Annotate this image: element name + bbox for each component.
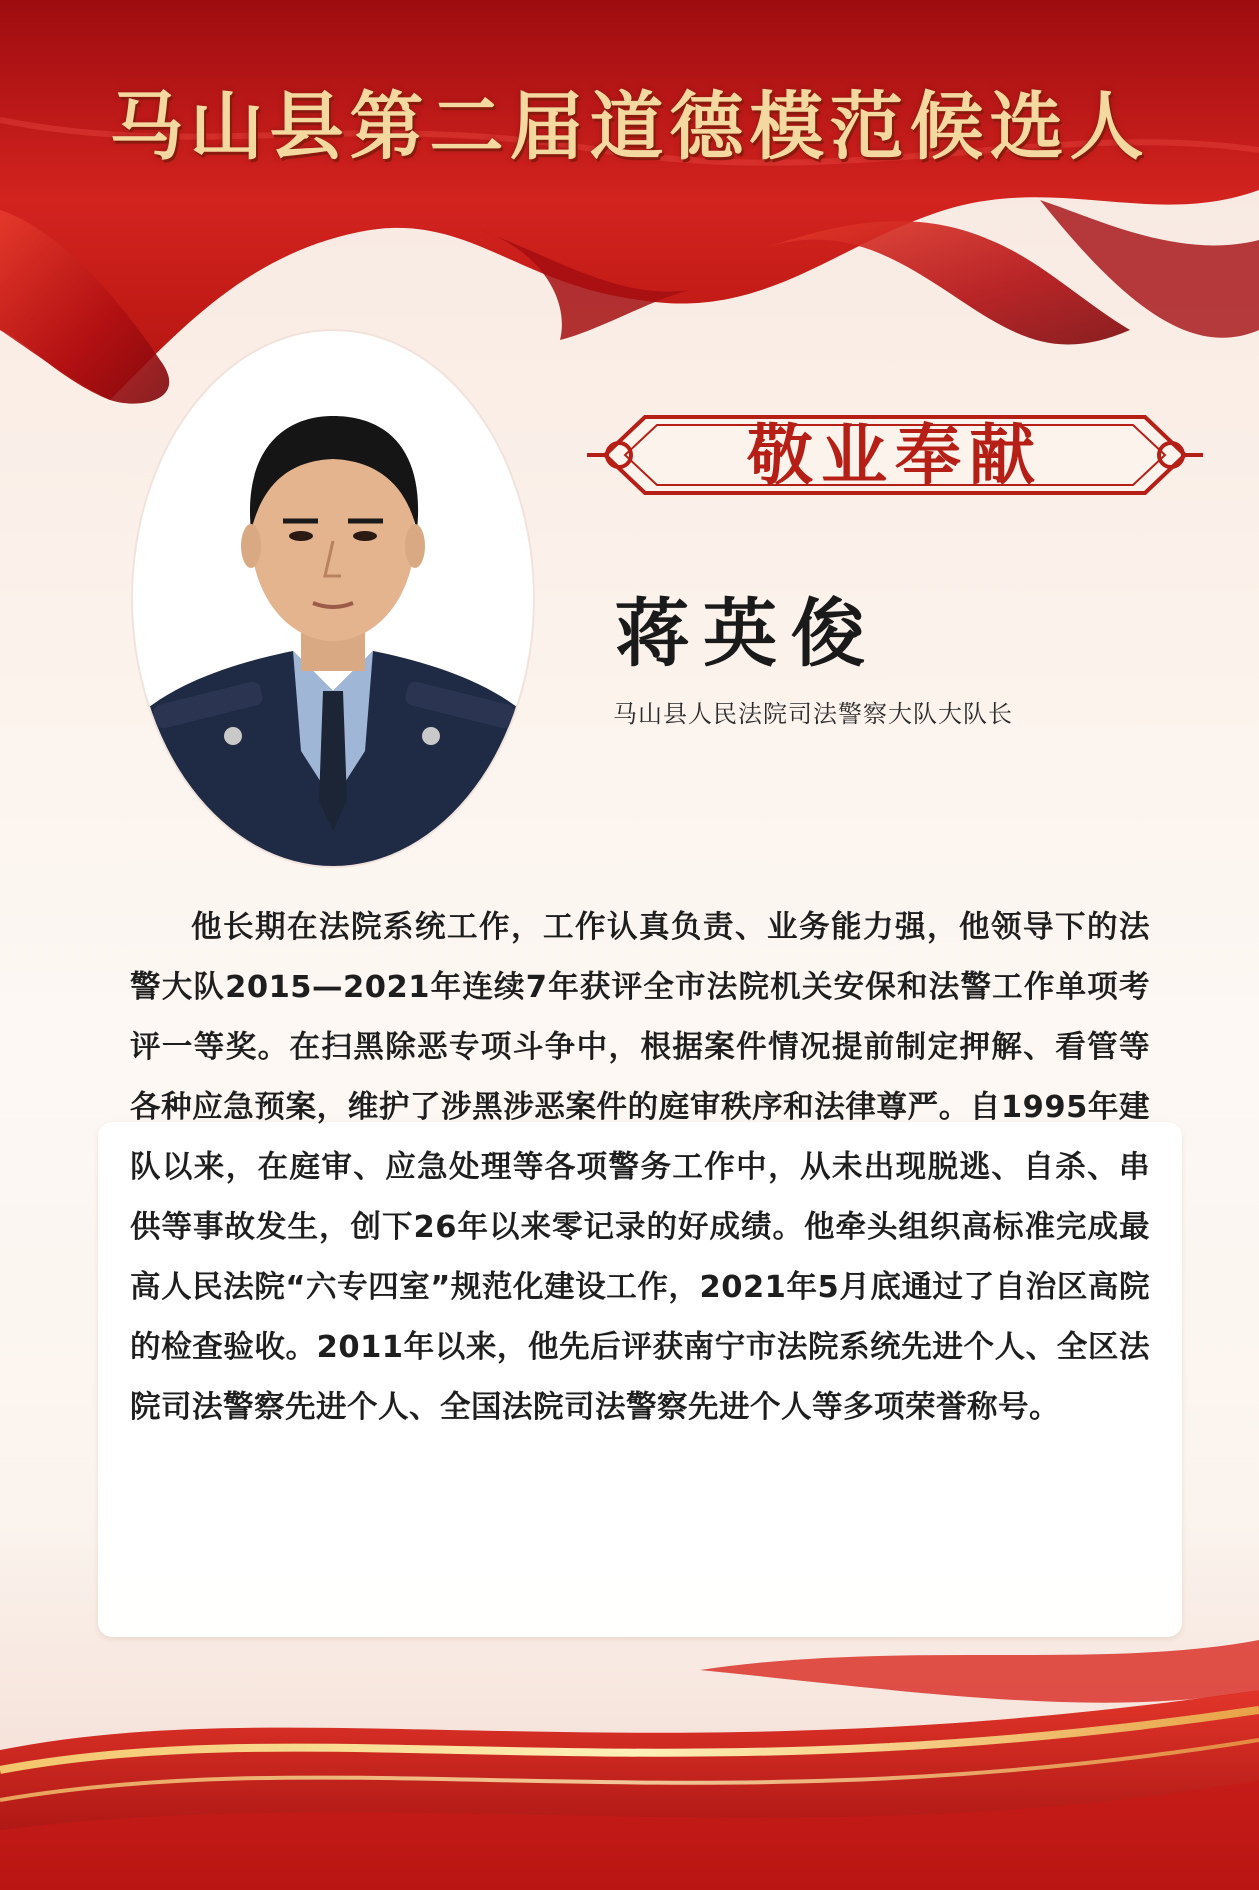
portrait-frame xyxy=(133,331,533,866)
person-portrait-icon xyxy=(133,331,533,866)
candidate-position: 马山县人民法院司法警察大队大队长 xyxy=(613,700,1013,728)
poster-title: 马山县第二届道德模范候选人 xyxy=(109,84,1150,170)
bio-text: 他长期在法院系统工作，工作认真负责、业务能力强，他领导下的法警大队2015—2021年连续7年获评全市法院机关安保和法警工作单项考评一等奖。在扫黑除恶专项斗争中，根据案件情况提前制定押解、看管等各种应急预案，维护了涉黑涉恶案件的庭审秩序和法律尊严。自1995年建队以来，在庭审、应急处理等各项警务工作中，从未出现脱逃、自杀、串供等事故发生，创下26年以来零记录的好成绩。他牵头组织高标准完成最高人民法院“六专四室”规范化建设工作，2021年5月底通过了自治区高院的检查验收。2011年以来，他先后评获南宁市法院系统先进个人、全区法院司法警察先进个人、全国法院司法警察先进个人等多项荣誉称号。 xyxy=(130,910,1150,1425)
category-banner xyxy=(585,405,1205,505)
category-label: 敬业奉献 xyxy=(747,416,1043,494)
candidate-name: 蒋英俊 xyxy=(615,591,879,677)
bottom-gold-wave-decoration xyxy=(0,1630,1259,1890)
